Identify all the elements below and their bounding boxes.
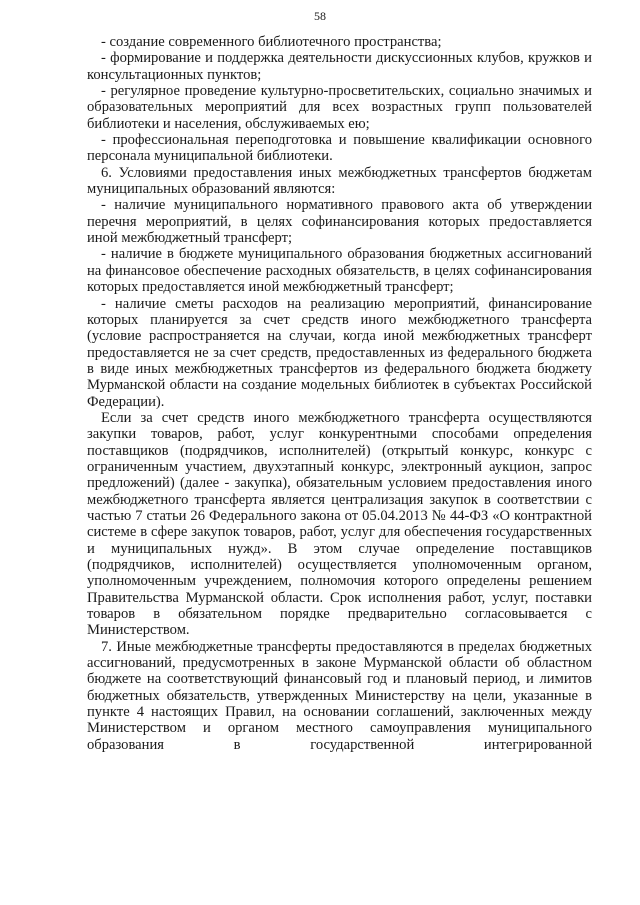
condition-expense-estimate: - наличие сметы расходов на реализацию мероприятий, финансирование которых планируется за счет средств иного межбюджетного трансферта (условие распространяется на случаи, когда иной межбюджетных трансферт предоставляется не за счет средств, предоставленных из федерального бюджета в виде иных межбюджетных трансфертов из федерального бюджета бюджету Мурманской области на создание модельных библиотек в субъектах Российской Федерации).: [87, 295, 592, 410]
condition-budget-allocations: - наличие в бюджете муниципального образования бюджетных ассигнований на финансовое обеспечение расходных обязательств, в целях софинансирования которых предоставляется иной межбюджетный трансферт;: [87, 246, 592, 296]
list-item-discussion-clubs: - формирование и поддержка деятельности дискуссионных клубов, кружков и консультационных пунктов;: [87, 50, 592, 83]
procurement-paragraph: Если за счет средств иного межбюджетного трансферта осуществляются закупки товаров, работ, услуг конкурентными способами определения поставщиков (подрядчиков, исполнителей) (открытый конкурс, конкурс с ограниченным участием, двухэтапный конкурс, электронный аукцион, запрос предложений) (далее - закупка), обязательным условием предоставления иного межбюджетного трансферта является централизация закупок в соответствии с частью 7 статьи 26 Федерального закона от 05.04.2013 № 44-ФЗ «О контрактной системе в сфере закупок товаров, работ, услуг для обеспечения государственных и муниципальных нужд». В этом случае определение поставщиков (подрядчиков, исполнителей) осуществляется уполномоченным органом, уполномоченным учреждением, полномочия которого определены решением Правительства Мурманской области. Срок исполнения работ, услуг, поставки товаров в обязательном порядке предварительно согласовывается с Министерством.: [87, 409, 592, 639]
list-item-cultural-events: - регулярное проведение культурно-просветительских, социально значимых и образовательных мероприятий для всех возрастных групп пользователей библиотеки и населения, обслуживаемых ею;: [87, 83, 592, 132]
document-body: [87, 34, 592, 753]
condition-municipal-act: - наличие муниципального нормативного правового акта об утверждении перечня мероприятий, в целях софинансирования которых предоставляется иной межбюджетный трансферт;: [87, 197, 592, 247]
list-item-staff-training: - профессиональная переподготовка и повышение квалификации основного персонала муниципальной библиотеки.: [87, 132, 592, 165]
clause-6-conditions: 6. Условиями предоставления иных межбюджетных трансфертов бюджетам муниципальных образований являются:: [87, 164, 592, 198]
list-item-library-space: - создание современного библиотечного пространства;: [101, 34, 442, 50]
page-number: 58: [314, 9, 326, 23]
clause-7-transfers: 7. Иные межбюджетные трансферты предоставляются в пределах бюджетных ассигнований, предусмотренных в законе Мурманской области об областном бюджете на соответствующий финансовый год и плановый период, и лимитов бюджетных обязательств, утвержденных Министерству на цели, указанные в пункте 4 настоящих Правил, на основании соглашений, заключенных между Министерством и органом местного самоуправления муниципального образования в государственной интегрированной: [87, 638, 592, 753]
